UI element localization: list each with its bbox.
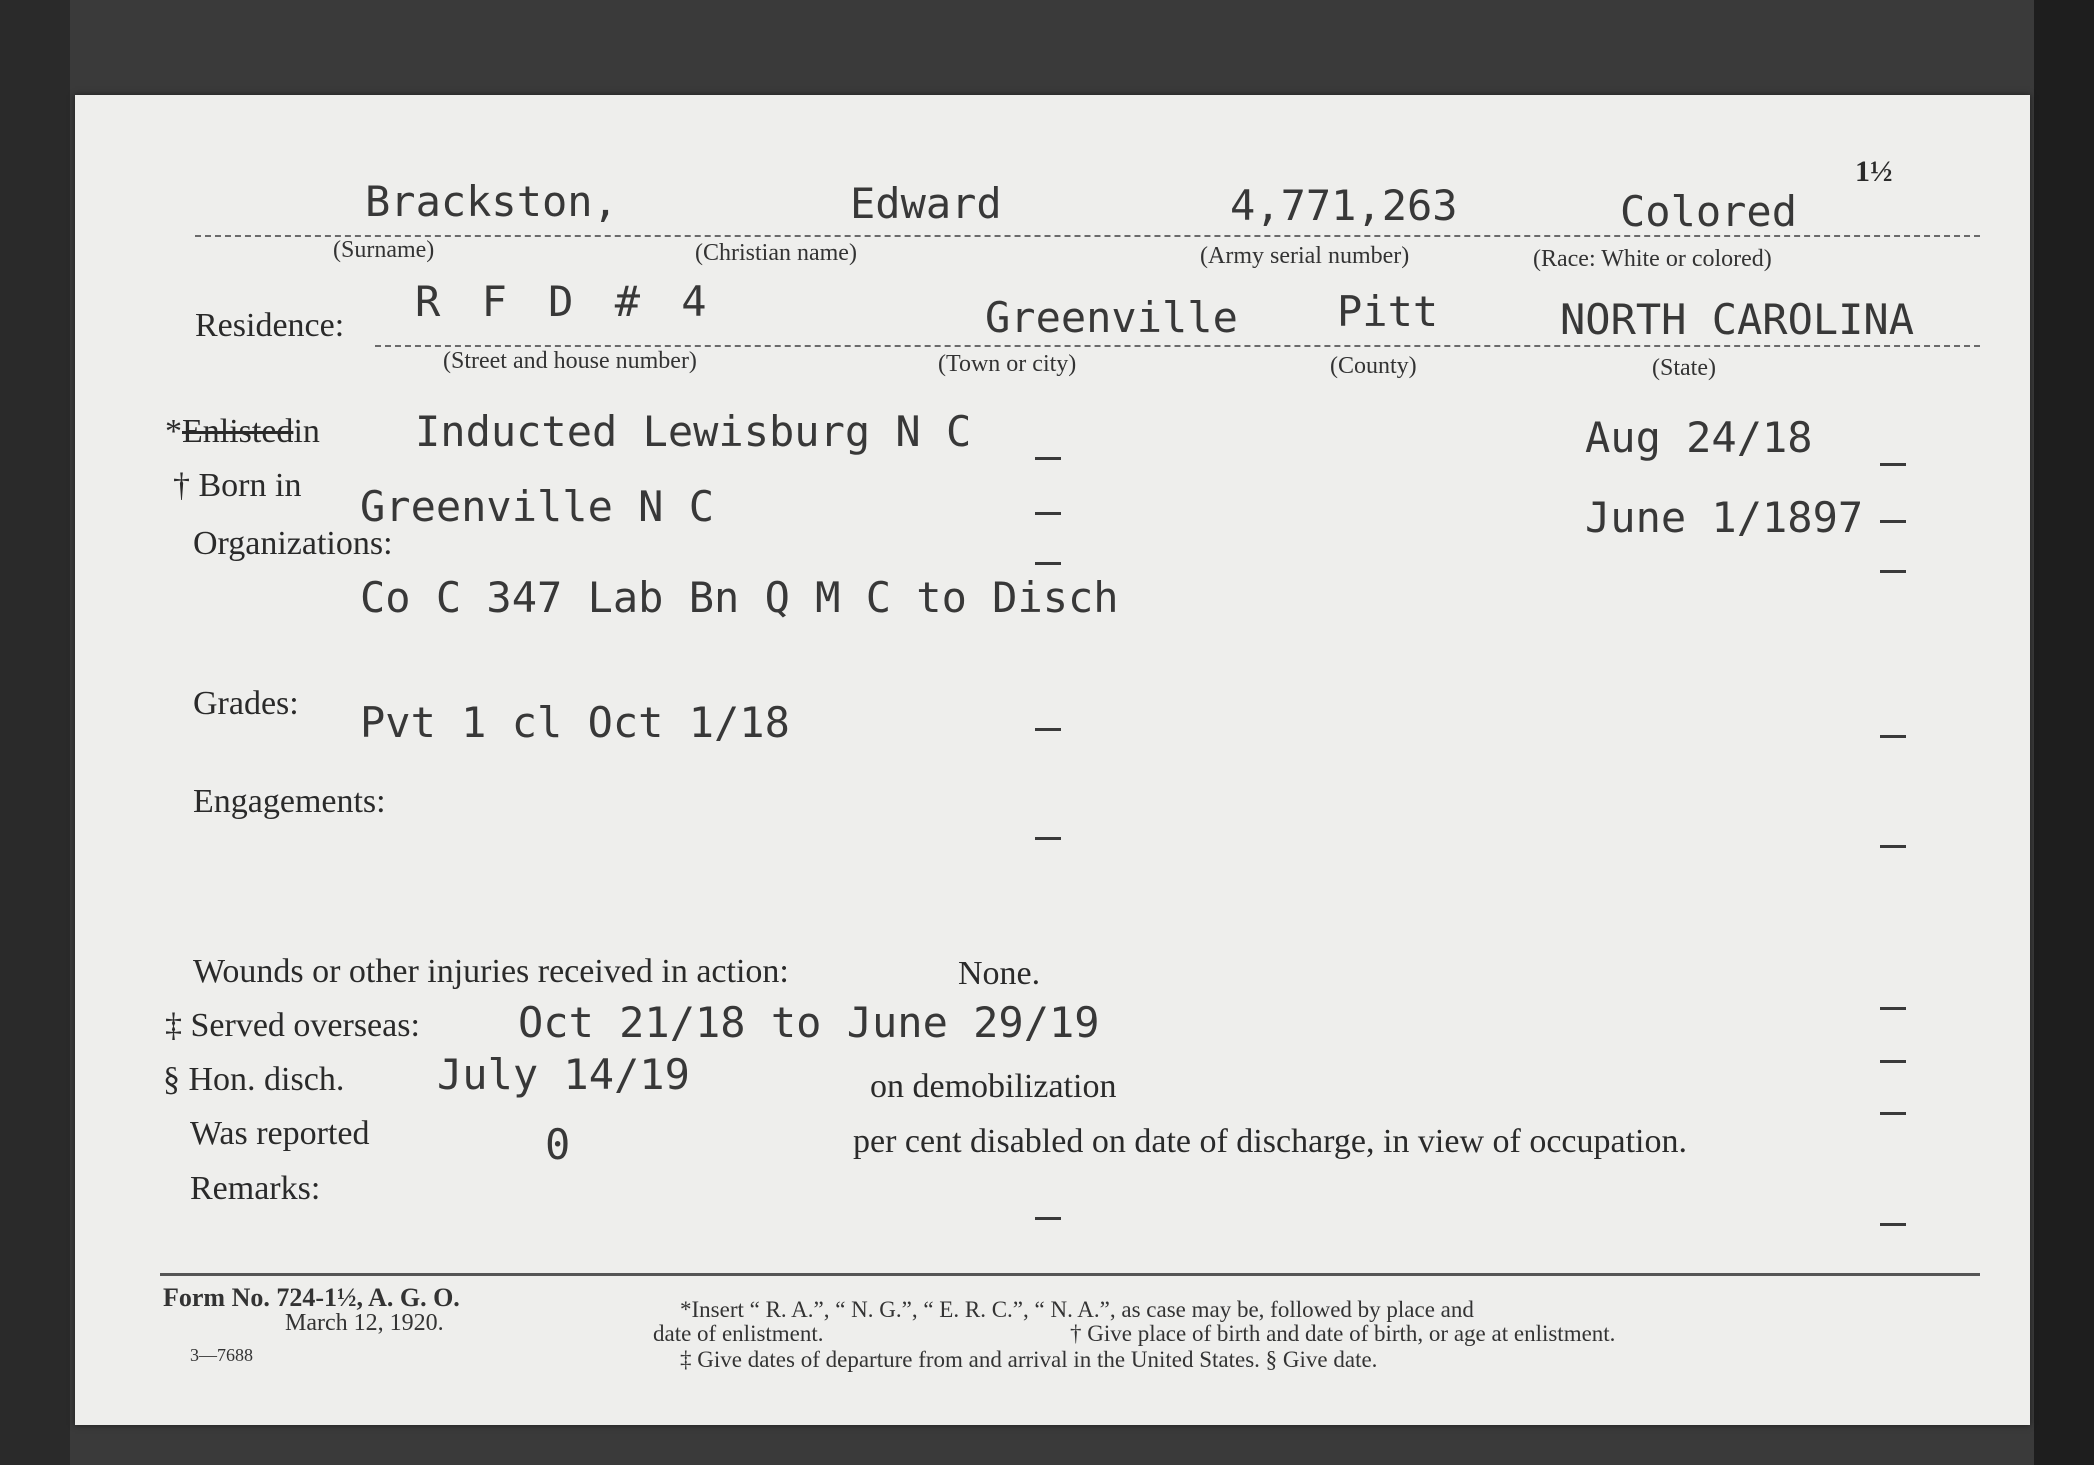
footer-rule [160,1273,1980,1276]
enlisted-mark: * [165,413,182,450]
serial-number-caption: (Army serial number) [1200,243,1410,269]
reported-value: 0 [545,1120,571,1169]
christian-name-value: Edward [850,179,1002,228]
county-value: Pitt [1337,287,1439,336]
engagements-dash [1035,837,1061,840]
form-date: March 12, 1920. [285,1310,444,1336]
organizations-label: Organizations: [193,525,393,562]
town-value: Greenville [985,293,1238,342]
county-caption: (County) [1330,353,1417,379]
born-date: June 1/1897 [1585,493,1864,542]
christian-name-caption: (Christian name) [695,240,857,266]
overseas-dash [1880,1060,1906,1063]
street-value: R F D # 4 [415,277,715,326]
overseas-value: Oct 21/18 to June 29/19 [518,998,1100,1047]
service-record-card [75,95,2030,1425]
born-value: Greenville N C [360,482,715,531]
grades-value: Pvt 1 cl Oct 1/18 [360,698,790,747]
engagements-label: Engagements: [193,783,386,820]
race-value: Colored [1620,187,1798,236]
engagements-date-dash [1880,845,1906,848]
wounds-value: None. [958,955,1041,992]
enlisted-label-tail: in [293,413,320,450]
race-caption: (Race: White or colored) [1533,246,1772,272]
scan-background-right [2034,0,2094,1465]
footnote-line2b: † Give place of birth and date of birth, or age at enlistment. [1070,1321,1616,1346]
serial-number-value: 4,771,263 [1230,181,1458,230]
scan-background-left [0,0,70,1465]
wounds-label: Wounds or other injuries received in action: [193,953,789,990]
header-rule [195,235,1980,237]
born-date-dash [1880,520,1906,523]
discharge-note: on demobilization [870,1068,1117,1105]
surname-caption: (Surname) [333,237,435,263]
enlisted-label [165,413,320,451]
form-number: Form No. 724-1½, A. G. O. [163,1283,460,1312]
discharge-dash [1880,1112,1906,1115]
born-dash [1035,512,1061,515]
enlisted-dash [1035,457,1061,460]
residence-label: Residence: [195,307,345,344]
wounds-dash [1880,1007,1906,1010]
reported-label: Was reported [190,1115,370,1152]
footnote-line2a: date of enlistment. [653,1321,824,1346]
enlisted-struck: Enlisted [182,413,294,450]
print-code: 3—7688 [190,1345,253,1365]
born-label: † Born in [173,467,302,504]
surname-value: Brackston, [365,177,618,226]
footnote-line1: *Insert “ R. A.”, “ N. G.”, “ E. R. C.”, “ N. A.”, as case may be, followed by place and [680,1297,1474,1322]
reported-note: per cent disabled on date of discharge, in view of occupation. [853,1123,1687,1160]
grades-date-dash [1880,735,1906,738]
enlisted-date-dash [1880,463,1906,466]
discharge-value: July 14/19 [437,1050,690,1099]
organizations-date-dash [1880,570,1906,573]
town-caption: (Town or city) [938,351,1077,377]
remarks-dash [1035,1217,1061,1220]
grades-dash [1035,728,1061,731]
overseas-label: ‡ Served overseas: [165,1007,420,1044]
grades-label: Grades: [193,685,299,722]
discharge-label: § Hon. disch. [163,1061,345,1098]
organizations-dash [1035,562,1061,565]
state-caption: (State) [1652,355,1716,381]
residence-rule [375,345,1980,347]
enlisted-date: Aug 24/18 [1585,413,1813,462]
remarks-date-dash [1880,1223,1906,1226]
enlisted-value: Inducted Lewisburg N C [415,407,972,456]
street-caption: (Street and house number) [443,348,697,374]
remarks-label: Remarks: [190,1170,321,1207]
corner-number: 1½ [1855,155,1893,188]
organizations-value: Co C 347 Lab Bn Q M C to Disch [360,573,1119,622]
footnote-line3: ‡ Give dates of departure from and arrival in the United States. § Give date. [680,1347,1378,1372]
state-value: NORTH CAROLINA [1560,295,1915,344]
